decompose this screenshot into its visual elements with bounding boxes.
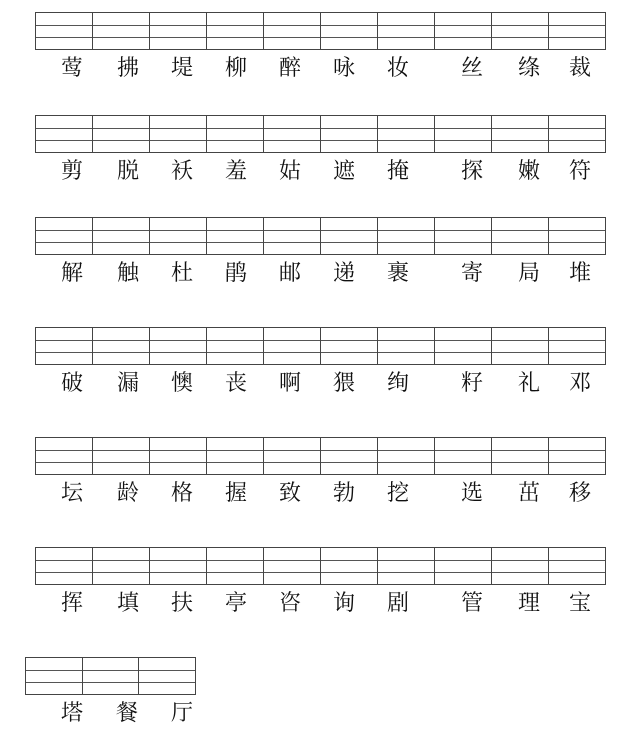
grid-cell: [549, 438, 606, 474]
hanzi-character: 漏: [116, 371, 139, 396]
grid-cell: [378, 13, 435, 49]
hanzi-character: 选: [460, 481, 483, 506]
grid-cell: [492, 328, 549, 364]
hanzi-character: 掩: [386, 159, 409, 184]
hanzi-character: 厅: [170, 701, 193, 726]
hanzi-character: 脱: [116, 159, 139, 184]
hanzi-character: 亭: [224, 591, 247, 616]
grid-cell: [549, 548, 606, 584]
grid-cell: [93, 13, 150, 49]
grid-cell: [150, 116, 207, 152]
grid-cell: [492, 116, 549, 152]
grid-cell: [435, 328, 492, 364]
tracing-grid: [35, 217, 606, 255]
grid-cell: [93, 218, 150, 254]
hanzi-character: 询: [332, 591, 355, 616]
tracing-grid: [35, 12, 606, 50]
grid-cell: [207, 13, 264, 49]
grid-cell: [207, 116, 264, 152]
hanzi-character: 堆: [568, 261, 591, 286]
practice-row: [0, 12, 640, 87]
grid-cell: [435, 218, 492, 254]
hanzi-character: 局: [517, 261, 540, 286]
hanzi-character: 破: [60, 371, 83, 396]
hanzi-character: 餐: [115, 701, 138, 726]
hanzi-character: 触: [116, 261, 139, 286]
grid-cell: [549, 328, 606, 364]
hanzi-character: 勃: [332, 481, 355, 506]
hanzi-character: 绦: [517, 56, 540, 81]
hanzi-character: 寄: [460, 261, 483, 286]
grid-cell: [264, 328, 321, 364]
hanzi-character: 绚: [386, 371, 409, 396]
grid-cell: [378, 548, 435, 584]
hanzi-character: 解: [60, 261, 83, 286]
grid-cell: [549, 13, 606, 49]
grid-cell: [492, 218, 549, 254]
grid-cell: [378, 116, 435, 152]
hanzi-character: 剧: [386, 591, 409, 616]
grid-cell: [321, 116, 378, 152]
hanzi-character: 莺: [60, 56, 83, 81]
grid-cell: [321, 328, 378, 364]
grid-cell: [378, 328, 435, 364]
hanzi-character: 啊: [278, 371, 301, 396]
grid-cell: [93, 328, 150, 364]
grid-cell: [150, 328, 207, 364]
hanzi-character: 宝: [568, 591, 591, 616]
grid-cell: [549, 116, 606, 152]
grid-cell: [36, 438, 93, 474]
grid-cell: [378, 218, 435, 254]
grid-cell: [150, 548, 207, 584]
hanzi-character: 移: [568, 481, 591, 506]
grid-cell: [207, 438, 264, 474]
hanzi-character: 咏: [332, 56, 355, 81]
hanzi-character: 挖: [386, 481, 409, 506]
practice-row: [0, 327, 640, 402]
grid-cell: [492, 438, 549, 474]
hanzi-character: 咨: [278, 591, 301, 616]
hanzi-character: 递: [332, 261, 355, 286]
character-line: [35, 369, 606, 401]
practice-row: [0, 437, 640, 512]
grid-cell: [36, 218, 93, 254]
grid-cell: [36, 13, 93, 49]
tracing-grid: [25, 657, 196, 695]
practice-row: [0, 547, 640, 622]
grid-cell: [321, 13, 378, 49]
hanzi-character: 袄: [170, 159, 193, 184]
grid-cell: [264, 218, 321, 254]
grid-cell: [93, 548, 150, 584]
hanzi-character: 丝: [460, 56, 483, 81]
grid-cell: [207, 548, 264, 584]
hanzi-character: 姑: [278, 159, 301, 184]
grid-cell: [139, 658, 196, 694]
grid-cell: [150, 438, 207, 474]
hanzi-character: 嫩: [517, 159, 540, 184]
hanzi-character: 拂: [116, 56, 139, 81]
hanzi-character: 鹃: [224, 261, 247, 286]
grid-cell: [321, 218, 378, 254]
grid-cell: [321, 438, 378, 474]
hanzi-character: 丧: [224, 371, 247, 396]
grid-cell: [36, 548, 93, 584]
hanzi-character: 邓: [568, 371, 591, 396]
hanzi-character: 羞: [224, 159, 247, 184]
hanzi-character: 礼: [517, 371, 540, 396]
hanzi-character: 醉: [278, 56, 301, 81]
character-line: [35, 259, 606, 291]
grid-cell: [93, 116, 150, 152]
hanzi-character: 懊: [170, 371, 193, 396]
grid-cell: [435, 13, 492, 49]
hanzi-character: 裹: [386, 261, 409, 286]
grid-cell: [93, 438, 150, 474]
hanzi-character: 理: [517, 591, 540, 616]
practice-row: [0, 217, 640, 292]
hanzi-character: 柳: [224, 56, 247, 81]
hanzi-character: 籽: [460, 371, 483, 396]
grid-cell: [378, 438, 435, 474]
hanzi-character: 遮: [332, 159, 355, 184]
grid-cell: [435, 548, 492, 584]
practice-row: [0, 115, 640, 190]
hanzi-character: 茁: [517, 481, 540, 506]
practice-row: [0, 657, 640, 732]
character-line: [25, 699, 196, 731]
hanzi-character: 妆: [386, 56, 409, 81]
hanzi-character: 致: [278, 481, 301, 506]
grid-cell: [150, 13, 207, 49]
hanzi-character: 裁: [568, 56, 591, 81]
grid-cell: [36, 328, 93, 364]
hanzi-character: 坛: [60, 481, 83, 506]
hanzi-character: 挥: [60, 591, 83, 616]
grid-cell: [207, 218, 264, 254]
grid-cell: [435, 438, 492, 474]
hanzi-character: 扶: [170, 591, 193, 616]
hanzi-character: 探: [460, 159, 483, 184]
grid-cell: [435, 116, 492, 152]
tracing-grid: [35, 437, 606, 475]
tracing-grid: [35, 547, 606, 585]
hanzi-character: 剪: [60, 159, 83, 184]
hanzi-character: 管: [460, 591, 483, 616]
character-line: [35, 479, 606, 511]
hanzi-character: 龄: [116, 481, 139, 506]
grid-cell: [83, 658, 140, 694]
grid-cell: [264, 116, 321, 152]
grid-cell: [150, 218, 207, 254]
grid-cell: [492, 13, 549, 49]
character-line: [35, 54, 606, 86]
grid-cell: [264, 548, 321, 584]
hanzi-character: 符: [568, 159, 591, 184]
tracing-grid: [35, 115, 606, 153]
character-line: [35, 157, 606, 189]
grid-cell: [549, 218, 606, 254]
grid-cell: [207, 328, 264, 364]
grid-cell: [264, 13, 321, 49]
grid-cell: [264, 438, 321, 474]
tracing-grid: [35, 327, 606, 365]
hanzi-character: 格: [170, 481, 193, 506]
grid-cell: [36, 116, 93, 152]
character-line: [35, 589, 606, 621]
hanzi-character: 填: [116, 591, 139, 616]
hanzi-character: 猥: [332, 371, 355, 396]
hanzi-character: 杜: [170, 261, 193, 286]
hanzi-character: 堤: [170, 56, 193, 81]
hanzi-character: 握: [224, 481, 247, 506]
grid-cell: [492, 548, 549, 584]
grid-cell: [26, 658, 83, 694]
grid-cell: [321, 548, 378, 584]
hanzi-character: 邮: [278, 261, 301, 286]
hanzi-character: 塔: [60, 701, 83, 726]
